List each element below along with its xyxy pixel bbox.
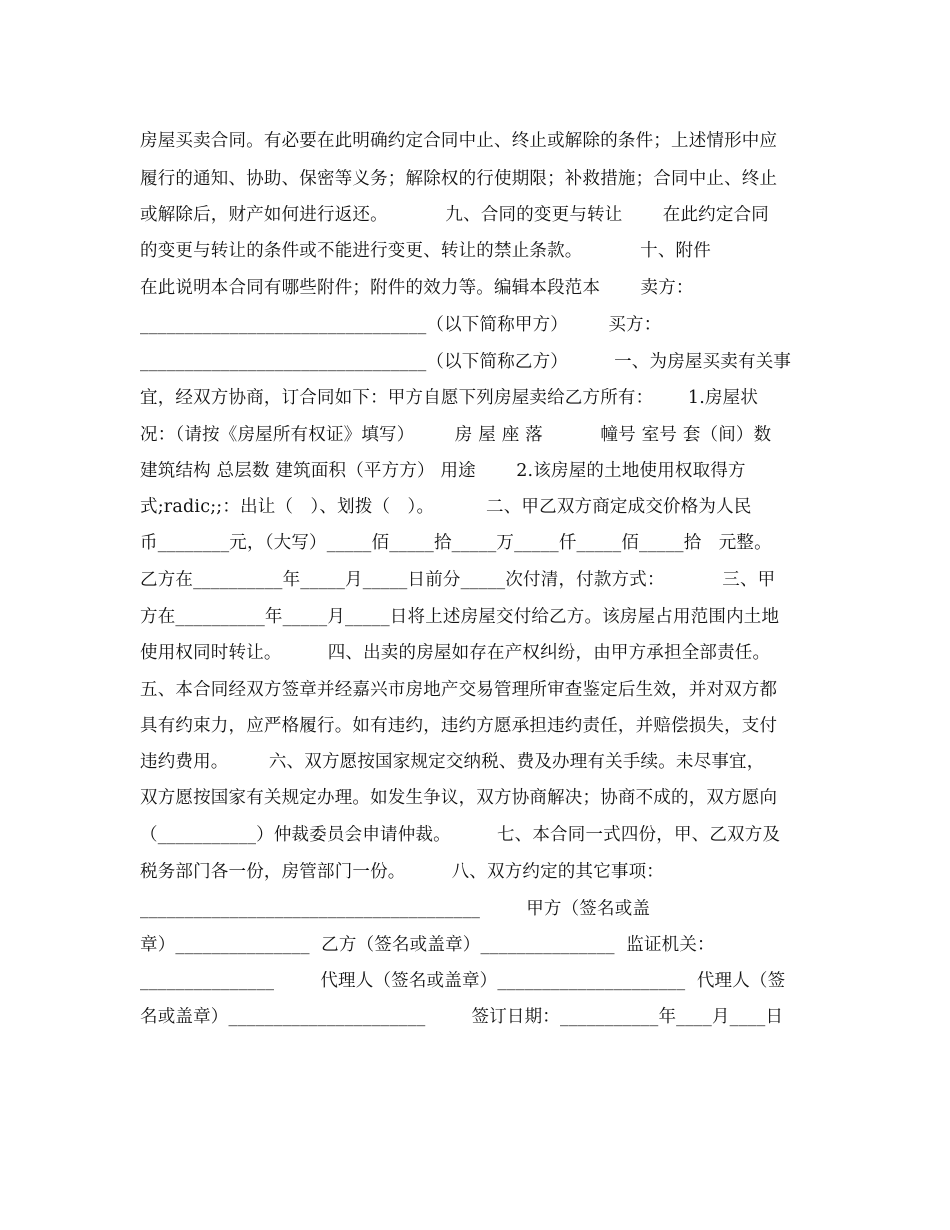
text-line: 宜，经双方协商，订合同如下：甲方自愿下列房屋卖给乙方所有： 1.房屋状	[140, 388, 759, 408]
text-line: ________________________________（以下简称甲方） 买方：	[140, 315, 662, 335]
text-line: 在此说明本合同有哪些附件；附件的效力等。编辑本段范本 卖方：	[140, 278, 694, 298]
text-line: 名或盖章）______________________ 签订日期：___________年____月____日	[140, 1007, 784, 1027]
text-line: 式;radic;;：出让（ ）、划拨（ ）。 二、甲乙双方商定成交价格为人民	[140, 497, 752, 517]
text-line: _______________ 代理人（签名或盖章）_____________________ 代理人（签	[140, 971, 786, 991]
text-line: 章）_______________ 乙方（签名或盖章）_______________ 监证机关：	[140, 935, 715, 955]
text-line: 五、本合同经双方签章并经嘉兴市房地产交易管理所审查鉴定后生效，并对双方都	[140, 680, 778, 700]
text-line: 税务部门各一份，房管部门一份。 八、双方约定的其它事项：	[140, 862, 664, 882]
text-line: 双方愿按国家有关规定办理。如发生争议，双方协商解决；协商不成的，双方愿向	[140, 788, 778, 808]
text-line: 况：（请按《房屋所有权证》填写） 房 屋 座 落 幢号 室号 套（间）数	[140, 425, 772, 445]
text-line: ________________________________（以下简称乙方） 一、为房屋买卖有关事	[140, 352, 792, 372]
text-line: 乙方在__________年_____月_____日前分_____次付清，付款方式： 三、甲	[140, 570, 776, 590]
text-line: 币________元，（大写）_____佰_____拾_____万_____仟_____佰_____拾 元整。	[140, 533, 772, 553]
text-line: 履行的通知、协助、保密等义务；解除权的行使期限；补救措施；合同中止、终止	[140, 169, 778, 189]
text-line: 违约费用。 六、双方愿按国家规定交纳税、费及办理有关手续。未尽事宜，	[140, 752, 765, 772]
text-line: 方在__________年_____月_____日将上述房屋交付给乙方。该房屋占用范围内土地	[140, 607, 780, 627]
text-line: 的变更与转让的条件或不能进行变更、转让的禁止条款。 十、附件	[140, 241, 711, 261]
text-line: ______________________________________ 甲方（签名或盖	[140, 899, 651, 919]
text-line: 使用权同时转让。 四、出卖的房屋如存在产权纠纷，由甲方承担全部责任。	[140, 643, 771, 663]
text-line: 或解除后，财产如何进行返还。 九、合同的变更与转让 在此约定合同	[140, 205, 769, 225]
text-line: 具有约束力，应严格履行。如有违约，违约方愿承担违约责任，并赔偿损失，支付	[140, 716, 778, 736]
text-line: （___________）仲裁委员会申请仲裁。 七、本合同一式四份，甲、乙双方及	[140, 825, 781, 845]
text-line: 建筑结构 总层数 建筑面积（平方方） 用途 2.该房屋的土地使用权取得方	[140, 461, 746, 481]
text-line: 房屋买卖合同。有必要在此明确约定合同中止、终止或解除的条件；上述情形中应	[140, 131, 778, 151]
